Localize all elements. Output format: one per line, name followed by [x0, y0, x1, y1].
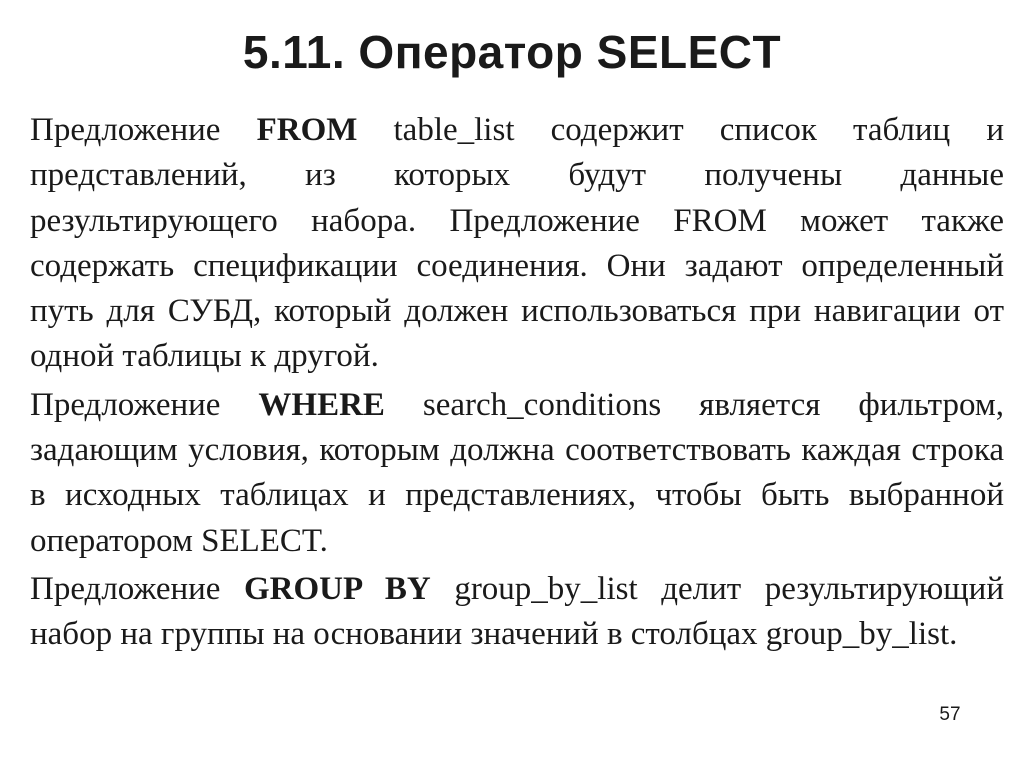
keyword-from: FROM — [256, 112, 358, 148]
paragraph-where — [30, 383, 1004, 564]
paragraph-lead: Предложение — [30, 386, 259, 423]
paragraph-text: search_conditions является фильтром, задающим условия, которым должна соответствовать каждая строка в исходных таблицах и представлениях, чтобы быть выбранной оператором SELECT. — [30, 386, 1004, 559]
slide-body — [30, 108, 1004, 658]
paragraph-lead: Предложение — [30, 570, 245, 607]
keyword-where: WHERE — [258, 386, 385, 423]
paragraph-text: group_by_list делит результирующий набор на группы на основании значений в столбцах group_by_list. — [30, 570, 1004, 653]
paragraph-group-by — [30, 567, 1004, 658]
paragraph-text: table_list содержит список таблиц и представлений, из которых будут получены данные результирующего набора. Предложение FROM может также содержать спецификации соединения. Они задают определенный путь для СУБД, который должен использоваться при навигации от одной таблицы к другой. — [30, 112, 1004, 375]
page-number: 57 — [939, 704, 961, 725]
paragraph-lead: Предложение — [30, 112, 257, 148]
keyword-group-by: GROUP BY — [244, 570, 431, 607]
paragraph-from — [30, 108, 1004, 380]
slide-title: 5.11. Оператор SELECT — [242, 26, 782, 78]
